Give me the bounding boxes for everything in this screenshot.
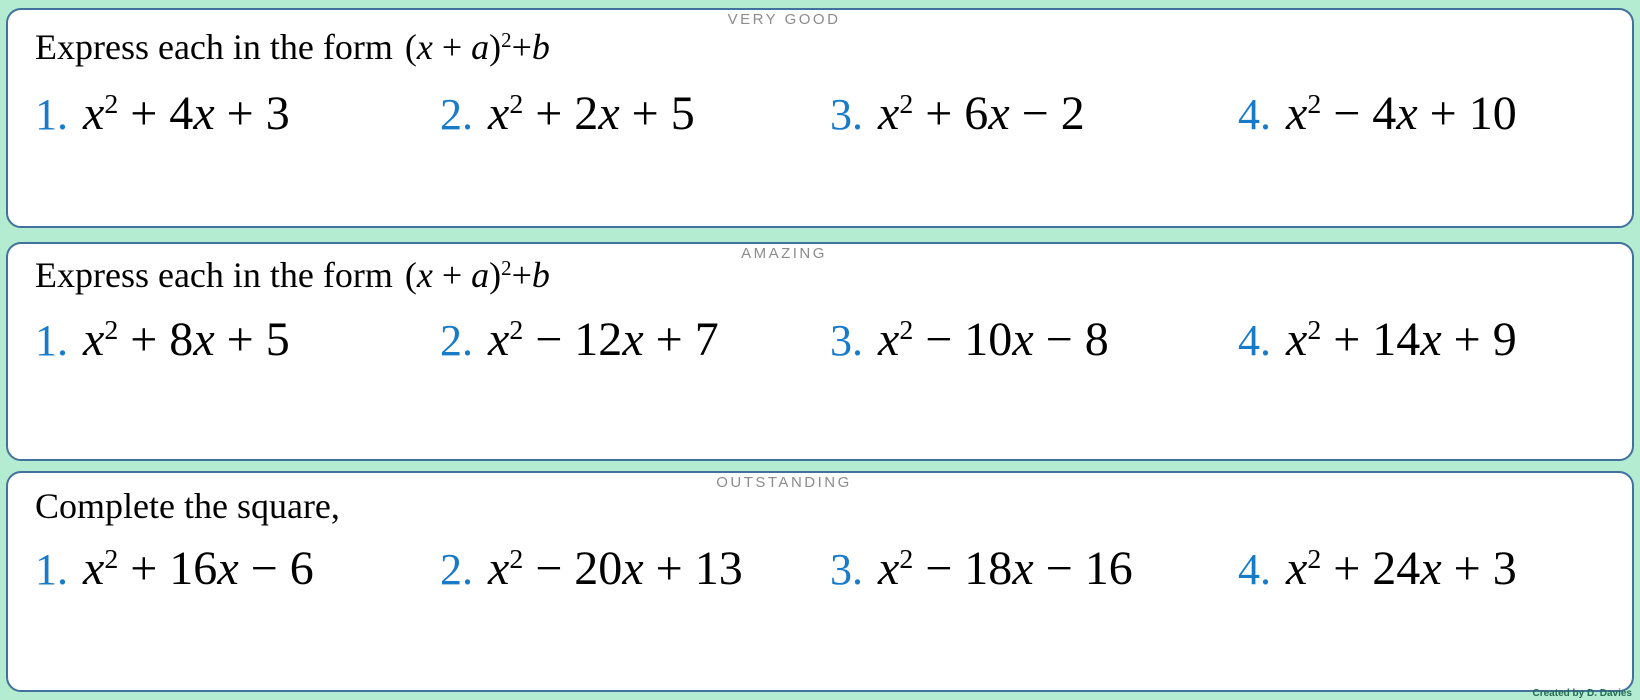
problems-row (8, 313, 1632, 367)
difficulty-badge: VERY GOOD (727, 11, 841, 28)
prompt-text: Complete the square, (35, 486, 340, 526)
problem-number: 2. (440, 316, 473, 366)
problem-expression: $x^2 - 18x - 16$ (878, 542, 1133, 596)
problem-number: 1. (35, 90, 68, 140)
problem-number: 4. (1238, 90, 1271, 140)
problem-item (1238, 87, 1632, 141)
problem-number: 4. (1238, 545, 1271, 595)
problem-item (1238, 313, 1632, 367)
problem-number: 1. (35, 316, 68, 366)
problem-item (830, 542, 1238, 596)
section-card-outstanding (6, 471, 1634, 692)
problem-item (440, 313, 830, 367)
problem-expression: $x^2 + 24x + 3$ (1286, 542, 1517, 596)
problem-expression: $x^2 + 16x - 6$ (83, 542, 314, 596)
prompt-text: Express each in the form (35, 27, 393, 67)
problem-expression: $x^2 - 4x + 10$ (1286, 87, 1517, 141)
difficulty-badge: OUTSTANDING (716, 474, 852, 491)
problem-item (830, 87, 1238, 141)
problem-item (440, 542, 830, 596)
problem-item (35, 313, 440, 367)
problem-item (830, 313, 1238, 367)
problem-number: 4. (1238, 316, 1271, 366)
section-card-very-good (6, 8, 1634, 228)
problem-expression: $x^2 - 12x + 7$ (488, 313, 719, 367)
prompt-text: Express each in the form (35, 255, 393, 295)
problem-item (35, 87, 440, 141)
problem-number: 2. (440, 545, 473, 595)
prompt-formula: $(x + a)^2+b$ (404, 255, 550, 295)
problem-expression: $x^2 + 14x + 9$ (1286, 313, 1517, 367)
problem-expression: $x^2 + 8x + 5$ (83, 313, 290, 367)
problem-expression: $x^2 + 4x + 3$ (83, 87, 290, 141)
problem-item (1238, 542, 1632, 596)
problems-row (8, 542, 1632, 596)
problem-number: 2. (440, 90, 473, 140)
section-card-amazing (6, 242, 1634, 461)
problem-expression: $x^2 + 6x - 2$ (878, 87, 1085, 141)
problem-expression: $x^2 + 2x + 5$ (488, 87, 695, 141)
difficulty-badge: AMAZING (741, 245, 827, 262)
problem-expression: $x^2 - 20x + 13$ (488, 542, 743, 596)
problem-number: 3. (830, 316, 863, 366)
problem-number: 1. (35, 545, 68, 595)
problem-number: 3. (830, 90, 863, 140)
problem-number: 3. (830, 545, 863, 595)
problem-item (440, 87, 830, 141)
problems-row (8, 87, 1632, 141)
problem-expression: $x^2 - 10x - 8$ (878, 313, 1109, 367)
problem-item (35, 542, 440, 596)
prompt-formula: $(x + a)^2+b$ (404, 27, 550, 67)
credit-text: Created by D. Davies (1532, 688, 1632, 699)
